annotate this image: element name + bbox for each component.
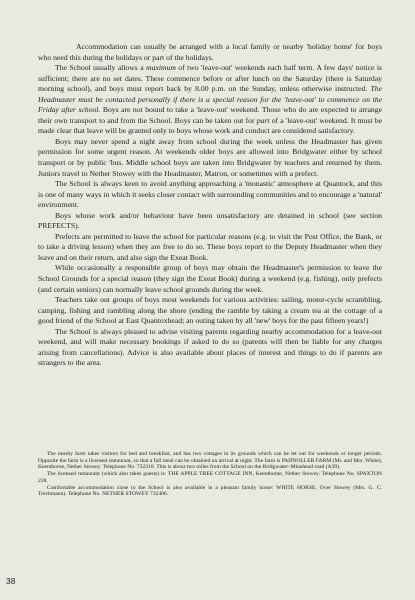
leave-out-emphasis-headmaster: The Headmaster must be contacted personally if there is a special reason for the 'leave-out' to commence on the Friday after school. (38, 84, 382, 115)
footnotes (38, 451, 382, 498)
body-text (38, 42, 382, 369)
footnote-restaurant: The licensed restaurant (which also takes guests) is: THE APPLE TREE COTTAGE INN, Keenthorne, Nether Stowey. Telephone No. SPAXTON 238. (38, 471, 382, 484)
paragraph-weekend-activities: Teachers take out groups of boys most weekends for various activities: sailing, motor-cycle scrambling, camping, fishing and rambling along the shore (ending the ramble by taking a cream tea at the cottage of a good friend of the School at East Quantoxhead; an outing taken by all 'new' boys for the past fifteen years!) (38, 295, 382, 326)
paragraph-group-leave: While occasionally a responsible group of boys may obtain the Headmaster's permission to leave the School Grounds for a special reason (they sign the Exeat Book) during a weekend (e.g. fishing), only prefects (and certain seniors) can normally leave school grounds during the week. (38, 263, 382, 294)
paragraph-monastic: The School is always keen to avoid anything approaching a 'monastic' atmosphere at Quantock, and this is one of many ways in which it seeks closer contact with surrounding communities and to encourage a 'natural' environment. (38, 179, 382, 210)
leave-out-emphasis-maximum: maximum (146, 63, 176, 73)
page-number: 38 (6, 576, 16, 586)
paragraph-leave-out (38, 63, 382, 137)
paragraph-accommodation: Accommodation can usually be arranged with a local family or nearby 'holiday home' for boys who need this during the holidays or part of the holidays. (38, 42, 382, 62)
paragraph-nights-away: Boys may never spend a night away from school during the week unless the Headmaster has given permission for some urgent reason. At weekends older boys are allowed into Bridgwater either by school transport or by public 'bus. Middle school boys are taken into Bridgwater by teachers and returned by them. Juniors travel to Nether Stowey with the Headmaster, Matron, or sometimes with a prefect. (38, 136, 382, 178)
paragraph-visiting-parents: The School is always pleased to advise visiting parents regarding nearby accommodation for a leave-out weekend, and will make necessary bookings if asked to do so (parents will then be liable for any charges arising from cancellations). Advice is also available about places of interest and things to do if parents are strangers to the area. (38, 326, 382, 368)
paragraph-prefects: Prefects are permitted to leave the school for particular reasons (e.g. to visit the Post Office, the Bank, or to take a driving lesson) when they are free to do so. These boys report to the Deputy Headmaster when they leave and on their return, and also sign the Exeat Book. (38, 231, 382, 262)
leave-out-emphasis-part: part (256, 115, 270, 125)
footnote-farm: The nearby farm takes visitors for bed and breakfast, and has two cottages in its grounds which can be let out for weekends or longer periods. Opposite the farm is a licensed restaurant, so that a full meal can be obtained on arrival at night. The farm is PADNOLLER FARM (Mr. and Mrs. White), Keenthorne, Nether Stowey. Telephone No. 732318. This is about two miles from the School on the Bridgwater–Minehead road (A39). (38, 451, 382, 471)
paragraph-detention: Boys whose work and/or behaviour have been unsatisfactory are detained in school (see section PREFECTS). (38, 210, 382, 231)
leave-out-text-c: Boys are not bound to take a 'leave-out' weekend. Those who do are expected to arrange their own transport to and from the School. Boys can be taken out for (38, 105, 383, 125)
footnote-family-home: Comfortable accommodation close to the School is also available in a pleasant family home: WHITE HORSE, Over Stowey (Mrs. G. C. Trechmann). Telephone No. NETHER STOWEY 732406. (38, 484, 382, 498)
leave-out-text-b: of two 'leave-out' weekends each half term. A few days' notice is sufficient; there are no set dates. These commence before or after lunch on the Saturday (there is Saturday morning school), and boys must report back by 8.00 p.m. on the Sunday, unless otherwise instructed. (38, 63, 382, 94)
leave-out-text-d: of a 'leave-out' weekend. It must be made clear that leave will be granted only to boys whose work and conduct are considered satisfactory. (38, 115, 382, 136)
leave-out-text-a: The School usually allows a (55, 63, 147, 73)
